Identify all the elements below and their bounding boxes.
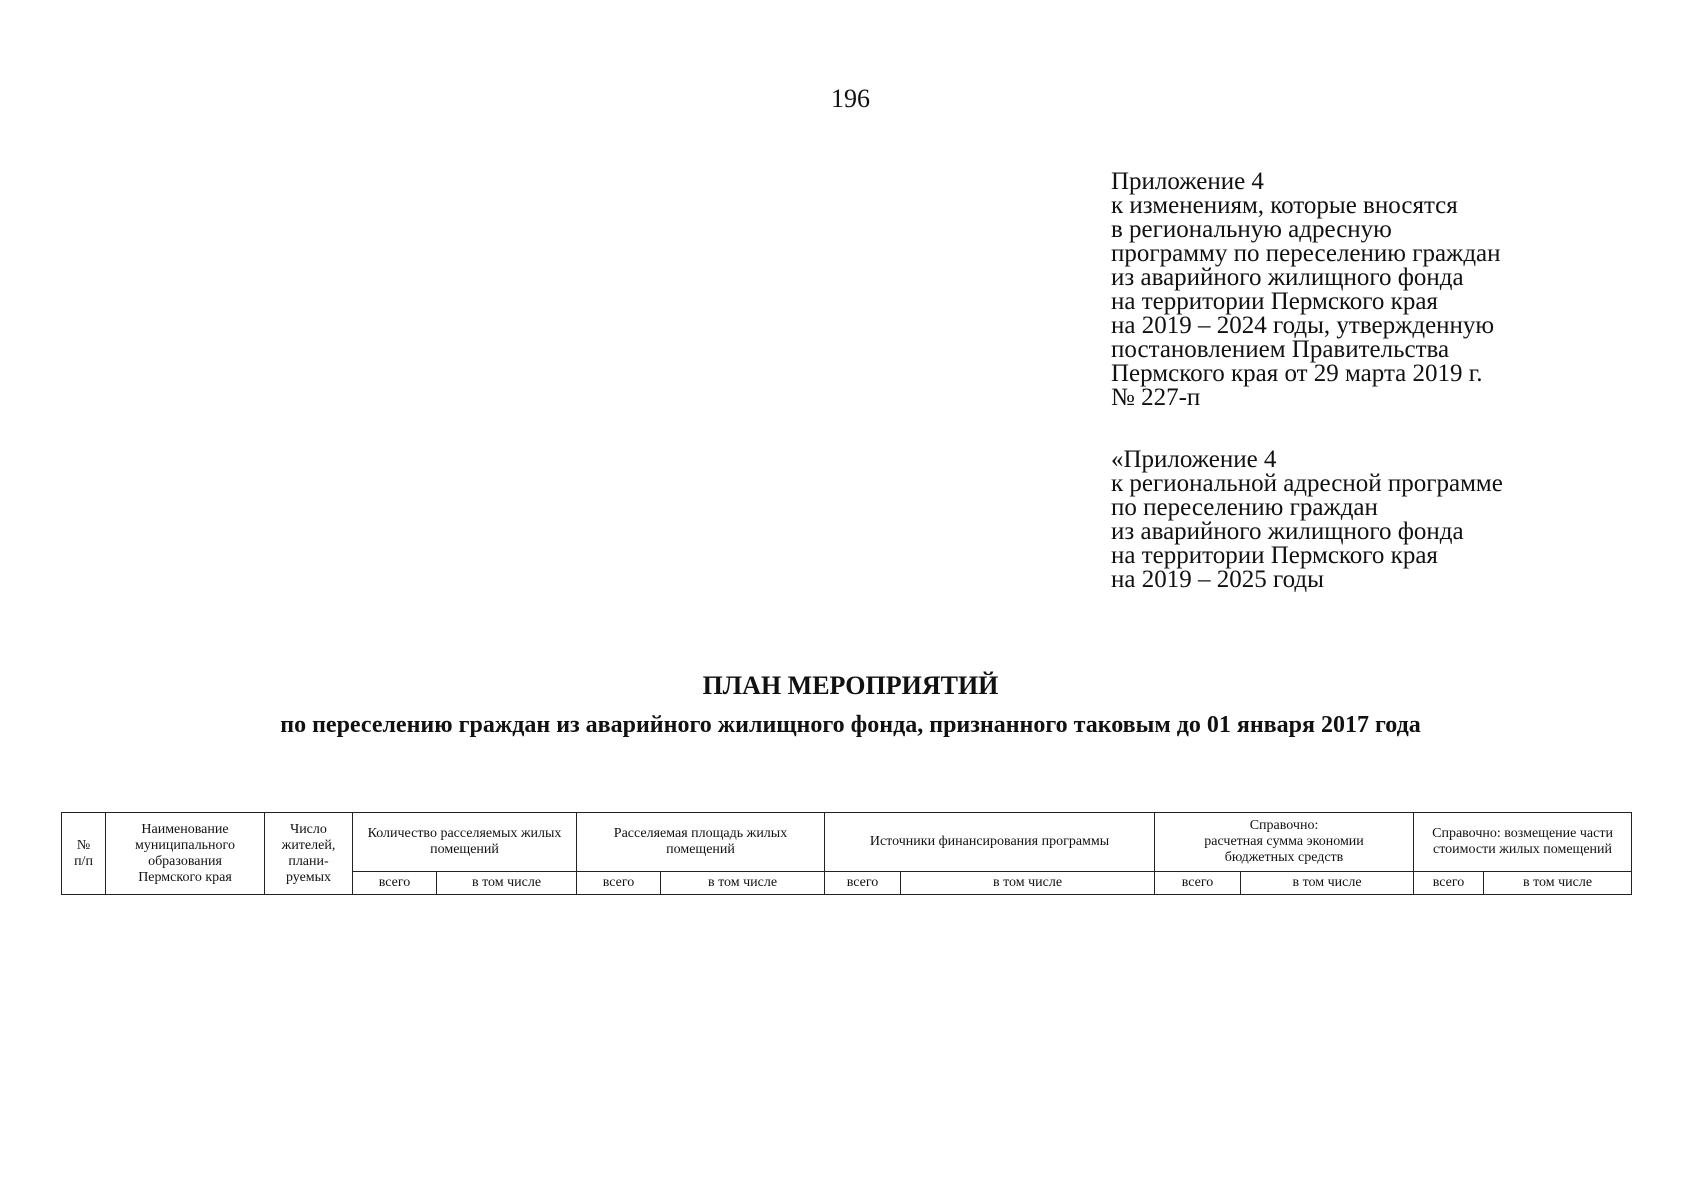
appendix-line: из аварийного жилищного фонда xyxy=(1111,264,1464,291)
subheader-including: в том числе xyxy=(437,872,577,895)
page-number: 196 xyxy=(831,84,870,113)
header-area: Расселяемая площадь жилых помещений xyxy=(577,813,825,872)
plan-title: ПЛАН МЕРОПРИЯТИЙ xyxy=(702,671,999,700)
plan-table xyxy=(61,812,1632,895)
appendix-line: программу по переселению граждан xyxy=(1111,240,1501,267)
appendix-line: к изменениям, которые вносятся xyxy=(1111,192,1458,219)
appendix-line: «Приложение 4 xyxy=(1111,446,1277,473)
appendix-line: из аварийного жилищного фонда xyxy=(1111,518,1464,545)
subheader-total: всего xyxy=(353,872,437,895)
header-compensation: Справочно: возмещение части стоимости жилых помещений xyxy=(1414,813,1632,872)
appendix-line: в региональную адресную xyxy=(1111,216,1392,243)
subheader-including: в том числе xyxy=(1241,872,1414,895)
appendix-line: постановлением Правительства xyxy=(1111,336,1450,363)
appendix-reference-block xyxy=(1111,170,1631,410)
program-appendix-block xyxy=(1111,448,1631,592)
subheader-total: всего xyxy=(825,872,901,895)
appendix-line: на 2019 – 2025 годы xyxy=(1111,566,1324,593)
appendix-line: Приложение 4 xyxy=(1111,168,1264,195)
header-number: № п/п xyxy=(62,813,106,895)
appendix-line: на 2019 – 2024 годы, утвержденную xyxy=(1111,312,1495,339)
header-rooms-count: Количество расселяемых жилых помещений xyxy=(353,813,577,872)
appendix-line: № 227-п xyxy=(1111,384,1201,411)
subheader-including: в том числе xyxy=(661,872,825,895)
header-funding: Источники финансирования программы xyxy=(825,813,1155,872)
appendix-line: Пермского края от 29 марта 2019 г. xyxy=(1111,360,1483,387)
appendix-line: по переселению граждан xyxy=(1111,494,1378,521)
appendix-line: на территории Пермского края xyxy=(1111,542,1438,569)
subheader-total: всего xyxy=(1155,872,1241,895)
subheader-including: в том числе xyxy=(1484,872,1632,895)
header-savings: Справочно: расчетная сумма экономии бюджетных средств xyxy=(1155,813,1414,872)
plan-subtitle: по переселению граждан из аварийного жилищного фонда, признанного таковым до 01 января 2017 года xyxy=(280,712,1421,738)
subheader-total: всего xyxy=(577,872,661,895)
header-municipality: Наименование муниципального образования Пермского края xyxy=(106,813,265,895)
appendix-line: к региональной адресной программе xyxy=(1111,470,1503,497)
table-header-row xyxy=(62,813,1632,872)
header-residents: Число жителей, плани- руемых xyxy=(265,813,353,895)
subheader-total: всего xyxy=(1414,872,1484,895)
appendix-line: на территории Пермского края xyxy=(1111,288,1438,315)
subheader-including: в том числе xyxy=(901,872,1155,895)
